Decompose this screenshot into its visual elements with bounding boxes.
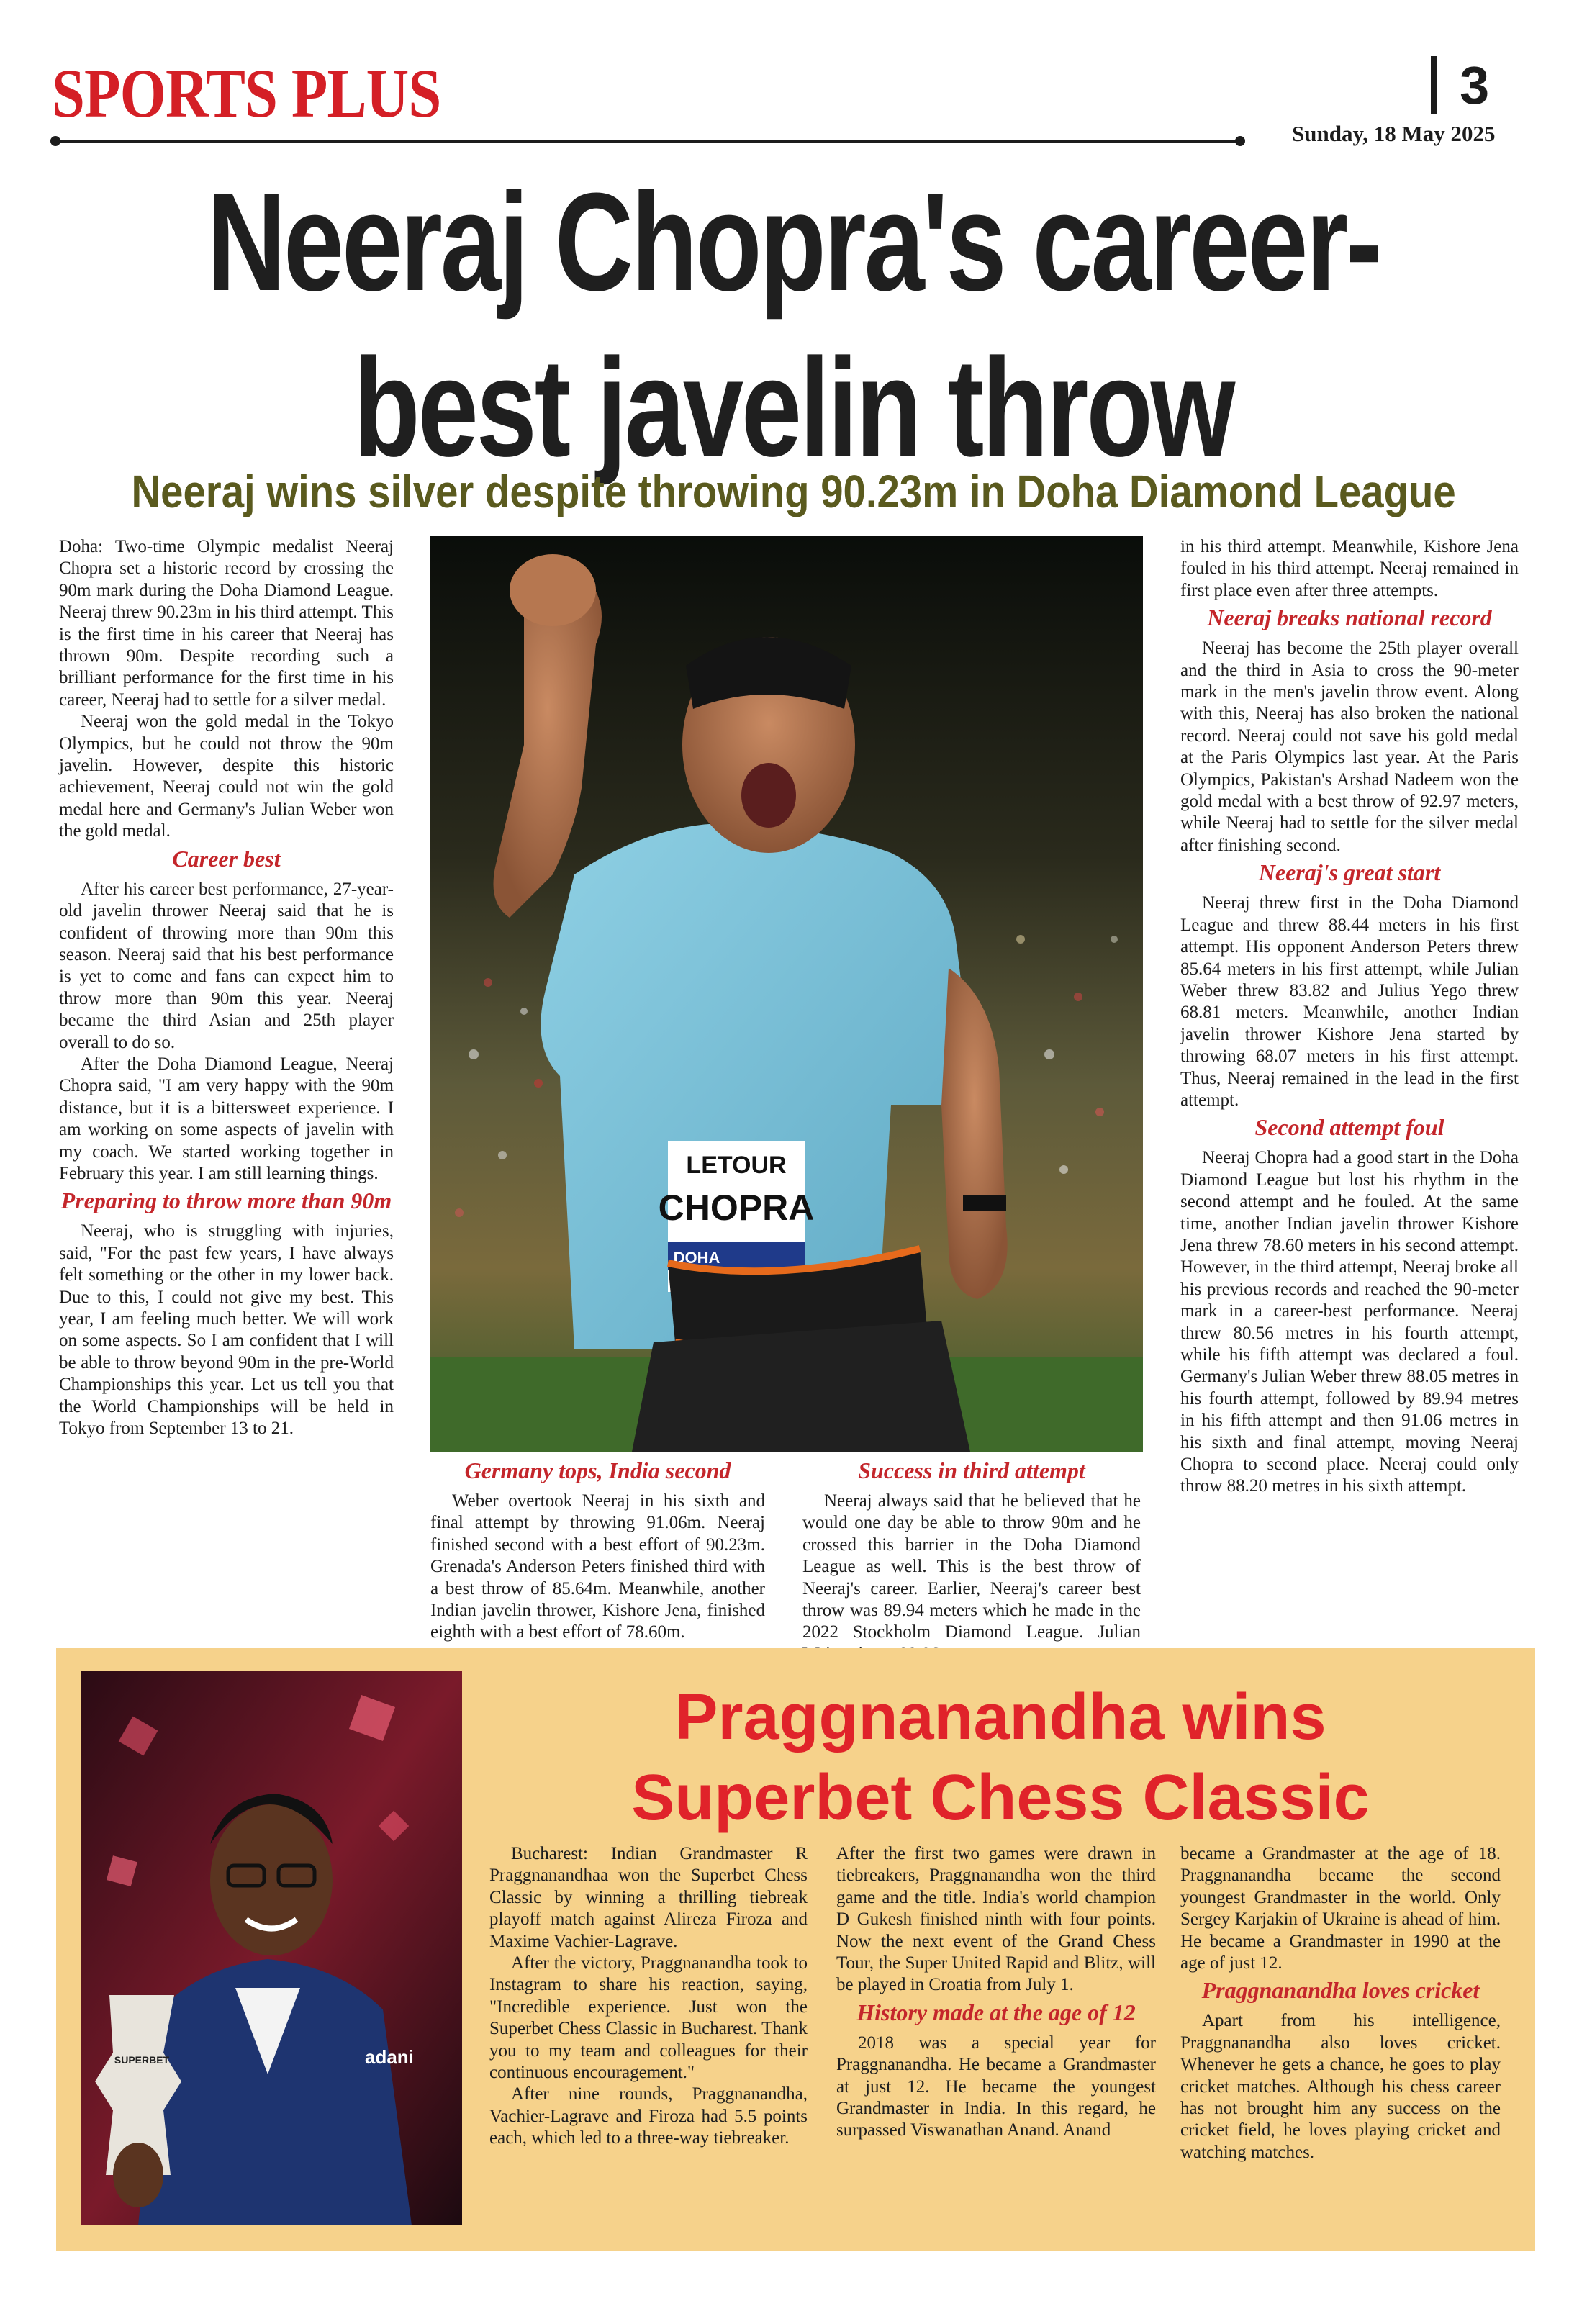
lead-column-2b xyxy=(802,1457,1141,1665)
lead-headline-line2: best javelin throw xyxy=(353,330,1234,486)
bib-event: DOHA xyxy=(673,1249,720,1267)
chess-column-2 xyxy=(836,1843,1156,2142)
crosshead-great-start: Neeraj's great start xyxy=(1258,859,1441,886)
paragraph: Neeraj always said that he believed that he would one day be able to throw 90m and he crossed this barrier in the Doha Diamond League as well. This is the best throw of Neeraj's career. Earlier, Neeraj's career best throw was 89.94 meters which he made in the 2022 Stockholm Diamond League. Julian xyxy=(802,1491,1141,1642)
paragraph: After nine rounds, Praggnanandha, Vachier-Lagrave and Firoza had 5.5 points each, which led to a three-way tiebreaker. xyxy=(489,2084,808,2148)
chess-column-1 xyxy=(489,1843,808,2150)
crosshead-career-best: Career best xyxy=(172,845,281,872)
paragraph: in his third attempt. Meanwhile, Kishore Jena fouled in his third attempt. Neeraj remained in first place even after three attempts. xyxy=(1180,537,1519,600)
bib-sponsor: LETOUR xyxy=(686,1152,787,1179)
chess-column-3 xyxy=(1180,1843,1501,2164)
lead-headline xyxy=(29,160,1558,491)
paragraph: 2018 was a special year for Praggnanandha. He became a Grandmaster at just 12. He became the youngest Grandmaster in India. In this regard, he surpassed Viswanathan Anand. Anand xyxy=(836,2033,1156,2140)
dateline: Sunday, 18 May 2025 xyxy=(1292,121,1496,146)
paragraph: Weber overtook Neeraj in his sixth and final attempt by throwing 91.06m. Neeraj finished second with a best effort of 90.23m. Grenada's Anderson Peters finished third with a best throw of 85.64m. Meanwhile, another Indian javelin thrower, Kishore Jena, finished eighth with a best effort of 78.60m. xyxy=(430,1491,765,1642)
paragraph: After the first two games were drawn in tiebreakers, Praggnanandha won the third game and the title. India's world champion D Gukesh finished ninth with four points. Now the next event of the Grand Chess Tour, the Super United Rapid and Blitz, will be played in Croatia from July 1. xyxy=(836,1844,1156,1995)
paragraph: became a Grandmaster at the age of 18. Praggnanandha became the second youngest Grandmaster in the world. Only Sergey Karjakin of Ukraine is ahead of him. He became a Grandmaster in 1990 at the age of just 12. xyxy=(1180,1844,1501,1973)
masthead-rule-dot-right xyxy=(1235,136,1245,146)
lead-column-1 xyxy=(59,536,394,1439)
paragraph: Neeraj, who is struggling with injuries, said, "For the past few years, I have always felt something or the other in my lower back. Due to this, I could not give my best. This year, I am feeling much better. We will work on some aspects. So I am confident that I will be able to throw beyond 90m in the pre-World Championships this year. Let us tell you that the World Championships will be held in Tokyo from September 13 to 21. xyxy=(59,1221,394,1439)
lead-headline-line1: Neeraj Chopra's career- xyxy=(207,164,1380,320)
page-number-bar xyxy=(1431,56,1437,114)
bib-name: CHOPRA xyxy=(658,1188,815,1228)
paragraph: Doha: Two-time Olympic medalist Neeraj Chopra set a historic record by crossing the 90m mark during the Doha Diamond League. Neeraj threw 90.23m in his third attempt. This is the first time in his career that Neeraj has thrown 90m. Despite recording such a brilliant performance for the first time in his career, Neeraj had to settle for a silver medal. xyxy=(59,537,394,710)
jacket-logo: adani xyxy=(365,2046,414,2068)
crosshead-national-record: Neeraj breaks national record xyxy=(1207,605,1492,631)
neeraj-chopra-photo xyxy=(430,536,1143,1452)
chess-headline xyxy=(489,1677,1511,1838)
crosshead-success-third: Success in third attempt xyxy=(858,1457,1085,1483)
paragraph: After his career best performance, 27-year-old javelin thrower Neeraj said that he is confident of throwing more than 90m this season. Neeraj said that his best performance is yet to come and fans can expect him to throw more than 90m this year. Neeraj became the third Asian and 25th player overall to do so. xyxy=(59,879,394,1052)
trophy-text: SUPERBET xyxy=(114,2054,170,2066)
paragraph: Neeraj won the gold medal in the Tokyo Olympics, but he could not throw the 90m javelin. However, despite this historic achievement, Neeraj could not win the gold medal here and Germany's Julian Weber won the gold medal. xyxy=(59,712,394,841)
chess-headline-line2: Superbet Chess Classic xyxy=(631,1762,1370,1834)
chess-headline-line1: Praggnanandha wins xyxy=(674,1681,1326,1753)
paragraph: Neeraj Chopra had a good start in the Doha Diamond League but lost his rhythm in the second attempt and he fouled. At the same time, another Indian javelin thrower Kishore Jena threw 78.60 meters in his second attempt. However, in the third attempt, Neeraj broke all his previous records and reached the 90-meter mark in a career-best performance. Neeraj threw 80.56 metres in his fourth attempt, while his fifth attempt was declared a foul. Germany's Julian Weber threw 88.05 metres in his fourth attempt, followed by 89.94 metres in his fifth attempt and then 91.06 metres in his sixth and final attempt, moving Neeraj Chopra to second place. Neeraj could only throw 88.20 metres in his sixth attempt. xyxy=(1180,1148,1519,1496)
paragraph: Neeraj threw first in the Doha Diamond League and threw 88.44 meters in his first attempt. His opponent Anderson Peters threw 85.64 meters in his first attempt, while Julian Weber threw 83.82 and Julius Yego threw 68.81 meters. Meanwhile, another Indian javelin thrower Kishore Jena started by throwing 68.07 meters in his first attempt. Thus, Neeraj remained in the lead in the first attempt. xyxy=(1180,893,1519,1110)
masthead-rule xyxy=(55,140,1239,143)
crosshead-second-attempt: Second attempt foul xyxy=(1254,1114,1444,1141)
paragraph: Apart from his intelligence, Praggnanandha also loves cricket. Whenever he gets a chance, he goes to play cricket matches. Although his chess career has not brought him any success on the cricket field, he loves playing cricket and watching matches. xyxy=(1180,2011,1501,2162)
lead-column-3 xyxy=(1180,536,1519,1498)
paragraph: Bucharest: Indian Grandmaster R Praggnanandhaa won the Superbet Chess Classic by winning a thrilling tiebreak playoff match against Alireza Firoza and Maxime Vachier-Lagrave. xyxy=(489,1844,808,1951)
crosshead-history-made: History made at the age of 12 xyxy=(856,1999,1136,2025)
paragraph: After the victory, Praggnanandha took to Instagram to share his reaction, saying, "Incredible experience. Just won the Superbet Chess Classic in Bucharest. Thank you to my team and colleagues for their continuous encouragement." xyxy=(489,1953,808,2083)
section-title: SPORTS PLUS xyxy=(52,55,441,132)
masthead-rule-dot-left xyxy=(50,136,60,146)
crosshead-germany-tops: Germany tops, India second xyxy=(464,1457,731,1483)
crosshead-loves-cricket: Praggnanandha loves cricket xyxy=(1201,1977,1480,2004)
lead-subhead-text: Neeraj wins silver despite throwing 90.23m in Doha Diamond League xyxy=(131,466,1456,517)
lead-column-2a xyxy=(430,1457,765,1644)
crosshead-preparing: Preparing to throw more than 90m xyxy=(60,1188,392,1214)
praggnanandha-photo xyxy=(81,1671,462,2225)
paragraph: Neeraj has become the 25th player overall and the third in Asia to cross the 90-meter mark in the men's javelin throw event. Along with this, Neeraj has also broken the national record. Neeraj could not save his gold medal at the Paris Olympics last year. At the Paris Olympics, Pakistan's Arshad Nadeem won the gold medal with a best throw of 92.97 meters, while Neeraj had to settle for the silver medal after finishing second. xyxy=(1180,638,1519,855)
paragraph: After the Doha Diamond League, Neeraj Chopra said, "I am very happy with the 90m distance, but it is a bittersweet experience. I am working on some aspects of javelin with my coach. We started working together in February this year. I am still learning things. xyxy=(59,1054,394,1183)
lead-subhead xyxy=(29,465,1558,518)
page-number: 3 xyxy=(1460,55,1490,115)
